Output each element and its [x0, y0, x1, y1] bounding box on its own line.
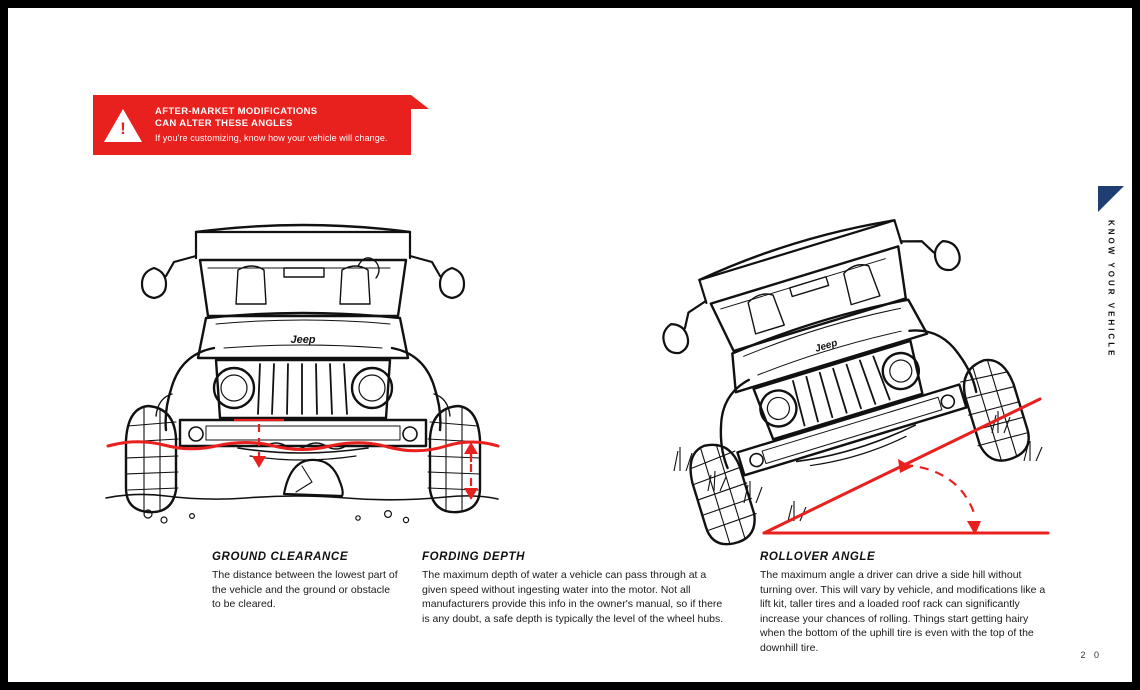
caption-body: The maximum angle a driver can drive a side hill without turning over. This will vary by vehicle, and modifications like a lift kit, taller tires and a loaded roof rack can significantly increase your chances of rolling. Things start getting hairy when the bottom of the uphill tire is even with the top of the downhill tire.	[760, 569, 1046, 654]
caption-fording-depth	[422, 551, 732, 626]
warning-triangle-icon	[104, 109, 142, 142]
caption-title: ROLLOVER ANGLE	[760, 551, 876, 563]
jeep-front-view-illustration	[88, 198, 518, 538]
section-side-tab	[1098, 186, 1124, 386]
warning-title-line1: AFTER-MARKET MODIFICATIONS	[155, 106, 318, 117]
figure-ground-clearance	[88, 198, 518, 538]
banner-notch	[411, 95, 429, 109]
side-tab-label: KNOW YOUR VEHICLE	[1106, 220, 1116, 359]
page-number: 2 0	[1080, 650, 1102, 660]
figure-rollover-angle	[648, 203, 1068, 548]
caption-rollover-angle	[760, 551, 1048, 655]
warning-text-block	[153, 95, 411, 155]
caption-title: FORDING DEPTH	[422, 551, 525, 563]
jeep-tilted-illustration	[648, 203, 1068, 548]
svg-text:Jeep: Jeep	[813, 337, 839, 355]
fording-depth-arrow	[464, 442, 478, 500]
rollover-angle-arc	[898, 459, 981, 535]
warning-title-line2: CAN ALTER THESE ANGLES	[155, 117, 293, 129]
warning-icon-box	[93, 95, 153, 155]
caption-title: GROUND CLEARANCE	[212, 551, 349, 563]
page-sheet	[8, 8, 1132, 682]
warning-banner	[93, 95, 411, 155]
warning-subtitle: If you're customizing, know how your vehicle will change.	[155, 133, 388, 143]
caption-body: The maximum depth of water a vehicle can pass through at a given speed without ingesting water into the motor. Not all manufacturers provide this info in the owner's manual, so if there is any doubt, a safe depth is typically the level of the wheel hubs.	[422, 569, 724, 625]
caption-ground-clearance	[212, 551, 398, 612]
grass-tufts	[674, 411, 1042, 521]
corner-flag-shape	[1098, 186, 1124, 212]
exclamation-glyph: !	[120, 118, 126, 138]
caption-body: The distance between the lowest part of the vehicle and the ground or obstacle to be cleared.	[212, 569, 398, 610]
svg-text:Jeep: Jeep	[290, 334, 316, 346]
